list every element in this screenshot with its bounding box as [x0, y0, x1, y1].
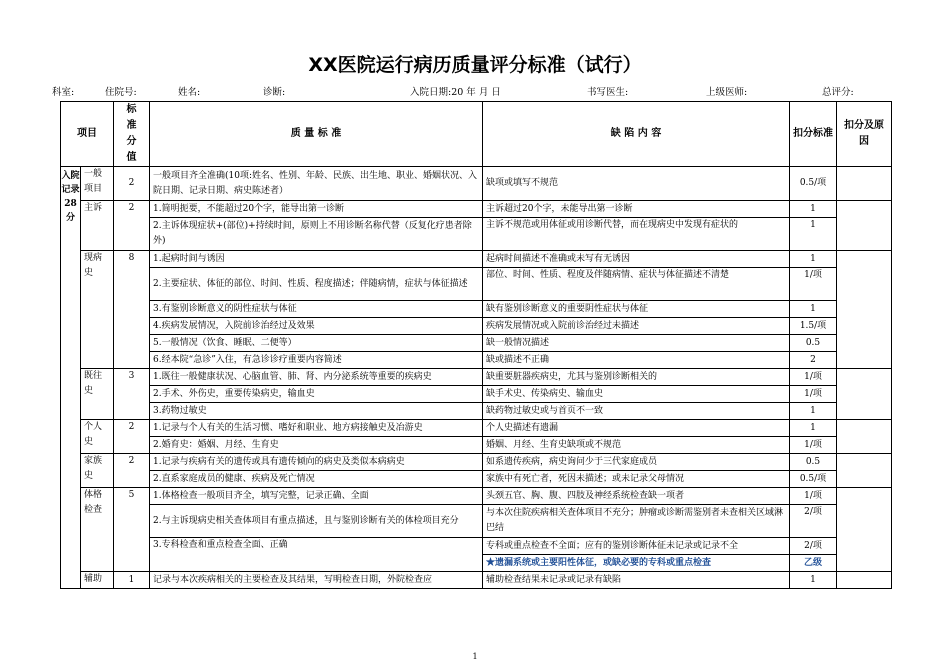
- defect-cell: 主诉不规范或用体征或用诊断代替，而在现病史中发现有症状的: [483, 218, 790, 251]
- col-item: 项目: [61, 102, 114, 167]
- standard-cell: 1.起病时间与诱因: [150, 251, 483, 268]
- department-label: 科室:: [52, 87, 75, 98]
- standard-cell: 1.既往一般健康状况、心脑血管、肺、肾、内分泌系统等重要的疾病史: [150, 369, 483, 386]
- reason-cell: [837, 369, 892, 420]
- deduct-cell: 2/项: [790, 538, 837, 555]
- standard-cell: 1.简明扼要，不能超过20个字，能导出第一诊断: [150, 201, 483, 218]
- deduct-cell: 1: [790, 420, 837, 437]
- table-row: [61, 218, 892, 251]
- col-deduct: 扣分标准: [790, 102, 837, 167]
- table-row: [61, 505, 892, 538]
- section-label: 入院记录28分: [61, 167, 81, 589]
- deduct-cell: 0.5: [790, 335, 837, 352]
- defect-cell: 辅助检查结果未记录或记录有缺陷: [483, 572, 790, 589]
- deduct-cell: 1: [790, 301, 837, 318]
- item-cell: 辅助: [81, 572, 114, 589]
- table-row: [61, 167, 892, 201]
- item-cell: 个人史: [81, 420, 114, 454]
- table-row: [61, 268, 892, 301]
- table-row: [61, 488, 892, 505]
- reason-cell: [837, 201, 892, 251]
- deduct-cell: 0.5: [790, 454, 837, 471]
- defect-cell: 部位、时间、性质、程度及伴随病情、症状与体征描述不清楚: [483, 268, 790, 301]
- senior-doctor-label: 上级医师:: [706, 87, 748, 98]
- item-cell: 现病史: [81, 251, 114, 369]
- standard-cell: 记录与本次疾病相关的主要检查及其结果，写明检查日期，外院检查应: [150, 572, 483, 589]
- deduct-cell: 1.5/项: [790, 318, 837, 335]
- item-cell: 一般项目: [81, 167, 114, 201]
- deduct-cell: 1: [790, 403, 837, 420]
- standard-cell: 2.主诉体现症状+(部位)+持续时间，原则上不用诊断名称代替（反复化疗患者除外): [150, 218, 483, 251]
- standard-cell: 5.一般情况（饮食、睡眠、二便等）: [150, 335, 483, 352]
- deduct-cell: 0.5/项: [790, 471, 837, 488]
- col-deduct-reason: 扣分及原因: [837, 102, 892, 167]
- standard-cell: 3.专科检查和重点检查全面、正确: [150, 538, 483, 572]
- reason-cell: [837, 167, 892, 201]
- deduct-cell: 1/项: [790, 488, 837, 505]
- table-row: [61, 420, 892, 437]
- deduct-cell: 1: [790, 218, 837, 251]
- table-row: [61, 572, 892, 589]
- reason-cell: [837, 488, 892, 572]
- score-cell: 8: [114, 251, 150, 369]
- defect-cell: 起病时间描述不准确或未写有无诱因: [483, 251, 790, 268]
- table-row: [61, 454, 892, 471]
- table-row: [61, 538, 892, 555]
- admit-date-label: 入院日期:20 年 月 日: [410, 87, 501, 98]
- page-title: XX医院运行病历质量评分标准（试行）: [308, 54, 642, 76]
- deduct-cell: 1: [790, 251, 837, 268]
- standard-cell: 2.婚育史：婚姻、月经、生育史: [150, 437, 483, 454]
- reason-cell: [837, 454, 892, 488]
- standard-cell: 2.主要症状、体征的部位、时间、性质、程度描述；伴随病情，症状与体征描述: [150, 268, 483, 301]
- standard-cell: 3.有鉴别诊断意义的阴性症状与体征: [150, 301, 483, 318]
- table-row: [61, 201, 892, 218]
- standard-cell: 1.体格检查一般项目齐全，填写完整，记录正确、全面: [150, 488, 483, 505]
- hospital-no-label: 住院号:: [105, 87, 137, 98]
- item-cell: 家族史: [81, 454, 114, 488]
- defect-cell: 个人史描述有遗漏: [483, 420, 790, 437]
- item-cell: 主诉: [81, 201, 114, 251]
- standard-cell: 4.疾病发展情况，入院前诊治经过及效果: [150, 318, 483, 335]
- deduct-cell: 1: [790, 201, 837, 218]
- defect-cell: 主诉超过20个字，未能导出第一诊断: [483, 201, 790, 218]
- diagnosis-label: 诊断:: [263, 87, 286, 98]
- deduct-cell: 2/项: [790, 505, 837, 538]
- standard-cell: 一般项目齐全准确(10项:姓名、性别、年龄、民族、出生地、职业、婚姻状况、入院日期、记录日期、病史陈述者）: [150, 167, 483, 201]
- table-row: [61, 437, 892, 454]
- name-label: 姓名:: [178, 87, 201, 98]
- deduct-cell: 1/项: [790, 369, 837, 386]
- page-number: 1: [472, 652, 478, 661]
- defect-cell: 头颈五官、胸、腹、四肢及神经系统检查缺一项者: [483, 488, 790, 505]
- scoring-table: [60, 101, 892, 589]
- score-cell: 2: [114, 167, 150, 201]
- deduct-cell: 1: [790, 572, 837, 589]
- table-row: [61, 403, 892, 420]
- defect-cell: 缺有鉴别诊断意义的重要阴性症状与体征: [483, 301, 790, 318]
- standard-cell: 2.直系家庭成员的健康、疾病及死亡情况: [150, 471, 483, 488]
- table-row: [61, 386, 892, 403]
- deduct-cell: 1/项: [790, 268, 837, 301]
- defect-cell: 缺项或填写不规范: [483, 167, 790, 201]
- col-standard: 质 量 标 准: [150, 102, 483, 167]
- defect-cell: 缺药物过敏史或与首页不一致: [483, 403, 790, 420]
- reason-cell: [837, 572, 892, 589]
- score-cell: 3: [114, 369, 150, 420]
- standard-cell: 1.记录与疾病有关的遗传或具有遗传倾向的病史及类似本病病史: [150, 454, 483, 471]
- defect-cell: 缺一般情况描述: [483, 335, 790, 352]
- defect-cell: 缺手术史、传染病史、输血史: [483, 386, 790, 403]
- score-cell: 1: [114, 572, 150, 589]
- table-header-row: [61, 102, 892, 167]
- table-row: [61, 301, 892, 318]
- score-cell: 2: [114, 454, 150, 488]
- defect-cell-critical: ★遗漏系统或主要阳性体征，或缺必要的专科或重点检查: [483, 555, 790, 572]
- total-score-label: 总评分:: [822, 87, 854, 98]
- doctor-label: 书写医生:: [587, 87, 629, 98]
- defect-cell: 缺或描述不正确: [483, 352, 790, 369]
- defect-cell: 家族中有死亡者，死因未描述；或未记录父母情况: [483, 471, 790, 488]
- defect-cell: 与本次住院疾病相关查体项目不充分；肿瘤或诊断需鉴别者未查相关区域淋巴结: [483, 505, 790, 538]
- table-row: [61, 318, 892, 335]
- standard-cell: 6.经本院“急诊”入住，有急诊诊疗重要内容简述: [150, 352, 483, 369]
- defect-cell: 专科或重点检查不全面；应有的鉴别诊断体征未记录或记录不全: [483, 538, 790, 555]
- item-cell: 体格检查: [81, 488, 114, 572]
- deduct-cell: 1/项: [790, 437, 837, 454]
- col-defect: 缺 陷 内 容: [483, 102, 790, 167]
- item-cell: 既往史: [81, 369, 114, 420]
- score-cell: 2: [114, 420, 150, 454]
- standard-cell: 1.记录与个人有关的生活习惯、嗜好和职业、地方病接触史及冶游史: [150, 420, 483, 437]
- table-row: [61, 352, 892, 369]
- table-row: [61, 471, 892, 488]
- deduct-cell: 1/项: [790, 386, 837, 403]
- col-score: 标准分值: [114, 102, 150, 167]
- record-header: [0, 84, 950, 98]
- table-row: [61, 251, 892, 268]
- deduct-cell: 0.5/项: [790, 167, 837, 201]
- defect-cell: 如系遗传疾病，病史询问少于三代家庭成员: [483, 454, 790, 471]
- score-cell: 2: [114, 201, 150, 251]
- defect-cell: 缺重要脏器疾病史，尤其与鉴别诊断相关的: [483, 369, 790, 386]
- defect-cell: 婚姻、月经、生育史缺项或不规范: [483, 437, 790, 454]
- reason-cell: [837, 251, 892, 369]
- standard-cell: 2.手术、外伤史，重要传染病史，输血史: [150, 386, 483, 403]
- reason-cell: [837, 420, 892, 454]
- table-row: [61, 335, 892, 352]
- defect-cell: 疾病发展情况或入院前诊治经过未描述: [483, 318, 790, 335]
- deduct-cell: 2: [790, 352, 837, 369]
- score-cell: 5: [114, 488, 150, 572]
- standard-cell: 2.与主诉现病史相关查体项目有重点描述，且与鉴别诊断有关的体检项目充分: [150, 505, 483, 538]
- standard-cell: 3.药物过敏史: [150, 403, 483, 420]
- deduct-cell-grade: 乙级: [790, 555, 837, 572]
- table-row: [61, 369, 892, 386]
